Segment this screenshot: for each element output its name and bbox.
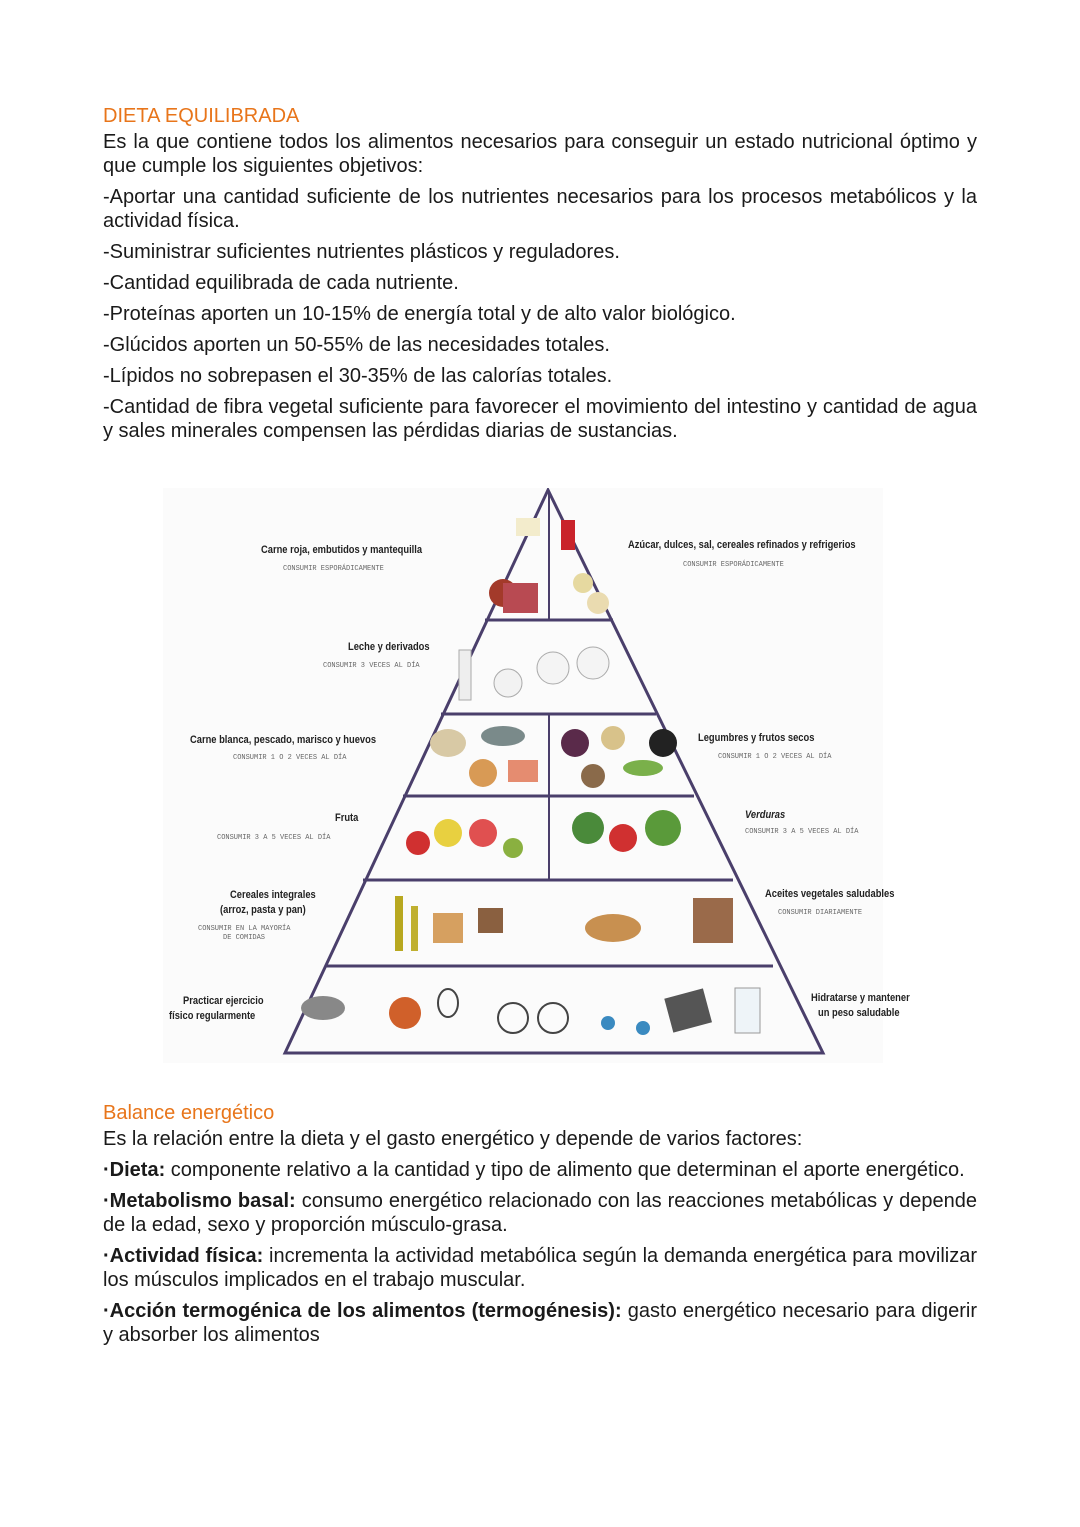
list-item: -Glúcidos aporten un 50-55% de las necesidades totales.: [103, 334, 610, 356]
list-item: [103, 1189, 977, 1237]
list-item: [103, 1158, 977, 1182]
paragraph: Es la relación entre la dieta y el gasto energético y depende de varios factores:: [103, 1128, 803, 1150]
list-item: -Cantidad de fibra vegetal suficiente para favorecer el movimiento del intestino y cantidad de agua y sales minerales compensen las pérdidas diarias de sustancias.: [103, 396, 977, 442]
label-fruta: Fruta: [335, 812, 359, 824]
list-item: -Proteínas aporten un 10-15% de energía total y de alto valor biológico.: [103, 303, 736, 325]
definition: consumo energético relacionado con las reacciones metabólicas y depende de la edad, sexo y proporción músculo-grasa.: [103, 1190, 977, 1236]
freq-verduras: CONSUMIR 3 A 5 VECES AL DÍA: [745, 828, 859, 836]
label-hidratarse: Hidratarse y mantener: [811, 992, 910, 1004]
definition: gasto energético necesario para digerir y absorber los alimentos: [103, 1300, 977, 1346]
label-azucar: Azúcar, dulces, sal, cereales refinados y refrigerios: [628, 539, 856, 551]
list-item: -Aportar una cantidad suficiente de los nutrientes necesarios para los procesos metabólicos y la actividad física.: [103, 186, 977, 232]
section-dieta-equilibrada: [103, 104, 977, 450]
term: ·Dieta:: [103, 1159, 166, 1181]
list-item: [103, 1244, 977, 1292]
section-title: Balance energético: [103, 1102, 275, 1124]
section-title: DIETA EQUILIBRADA: [103, 105, 300, 127]
freq-fruta: CONSUMIR 3 A 5 VECES AL DÍA: [217, 834, 331, 842]
term: ·Acción termogénica de los alimentos (termogénesis):: [103, 1300, 622, 1322]
label-carne-roja: Carne roja, embutidos y mantequilla: [261, 544, 423, 556]
freq-carne-roja: CONSUMIR ESPORÁDICAMENTE: [283, 565, 384, 573]
term: ·Metabolismo basal:: [103, 1190, 296, 1212]
label-hidratarse-2: un peso saludable: [818, 1007, 900, 1019]
list-item: -Lípidos no sobrepasen el 30-35% de las calorías totales.: [103, 365, 613, 387]
freq-aceites: CONSUMIR DIARIAMENTE: [778, 909, 863, 917]
list-item: -Suministrar suficientes nutrientes plásticos y reguladores.: [103, 241, 620, 263]
food-pyramid-figure: [163, 488, 910, 1063]
label-ejercicio: Practicar ejercicio: [183, 995, 264, 1007]
label-legumbres: Legumbres y frutos secos: [698, 732, 815, 744]
freq-carne-blanca: CONSUMIR 1 O 2 VECES AL DÍA: [233, 754, 347, 762]
paragraph: Es la que contiene todos los alimentos necesarios para conseguir un estado nutricional óptimo y que cumple los siguientes objetivos:: [103, 131, 977, 177]
label-verduras: Verduras: [745, 809, 786, 821]
freq-leche: CONSUMIR 3 VECES AL DÍA: [323, 662, 420, 670]
freq-azucar: CONSUMIR ESPORÁDICAMENTE: [683, 561, 784, 569]
freq-cereales-2: DE COMIDAS: [223, 934, 266, 942]
term: ·Actividad física:: [103, 1245, 264, 1267]
definition: componente relativo a la cantidad y tipo de alimento que determinan el aporte energético.: [165, 1159, 965, 1181]
pyramid-drawing: [163, 488, 883, 1063]
freq-cereales: CONSUMIR EN LA MAYORÍA: [198, 925, 291, 933]
label-ejercicio-2: físico regularmente: [169, 1010, 256, 1022]
label-carne-blanca: Carne blanca, pescado, marisco y huevos: [190, 734, 377, 746]
label-cereales: Cereales integrales: [230, 889, 316, 901]
list-item: -Cantidad equilibrada de cada nutriente.: [103, 272, 459, 294]
label-cereales-detail: (arroz, pasta y pan): [220, 904, 306, 916]
label-aceites: Aceites vegetales saludables: [765, 888, 895, 900]
freq-legumbres: CONSUMIR 1 O 2 VECES AL DÍA: [718, 753, 832, 761]
section-balance-energetico: [103, 1101, 977, 1354]
label-leche: Leche y derivados: [348, 641, 430, 653]
list-item: [103, 1299, 977, 1347]
definition: incrementa la actividad metabólica según la demanda energética para movilizar los músculos implicados en el trabajo muscular.: [103, 1245, 977, 1291]
